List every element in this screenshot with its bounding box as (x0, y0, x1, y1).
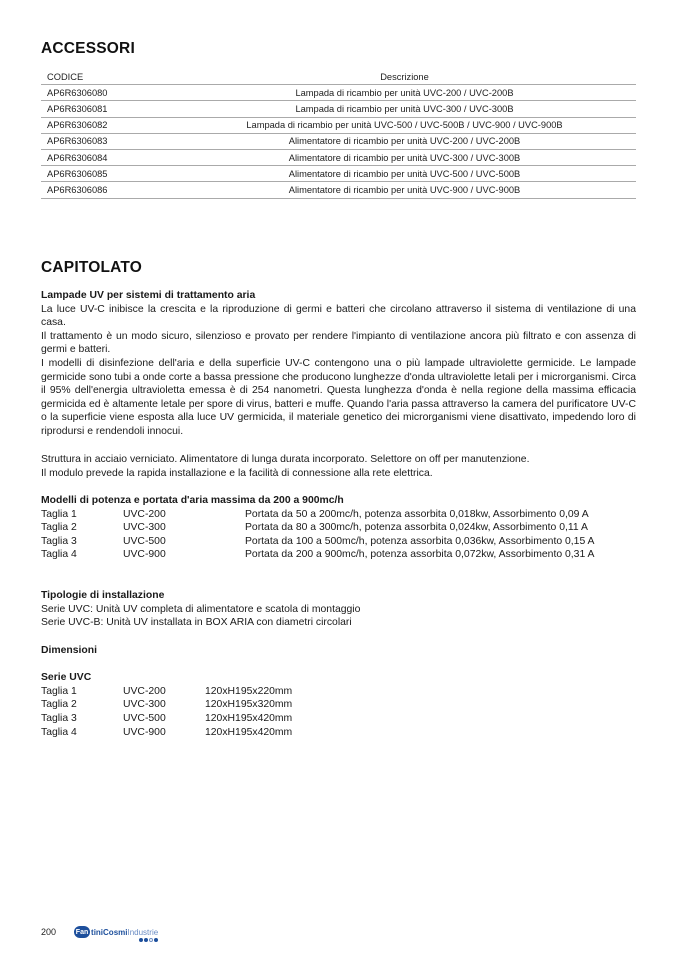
capitolato-body (41, 289, 636, 439)
cell-code: AP6R6306084 (41, 149, 167, 165)
tipologie-heading: Tipologie di installazione (41, 590, 165, 601)
cell-desc: Alimentatore di ricambio per unità UVC-300 / UVC-300B (167, 149, 636, 165)
table-row (41, 166, 636, 182)
size: 120xH195x320mm (205, 699, 293, 711)
table-header-row (41, 69, 636, 85)
spec: Portata da 50 a 200mc/h, potenza assorbita 0,018kw, Assorbimento 0,09 A (245, 508, 589, 520)
modelli-heading: Modelli di potenza e portata d'aria massima da 200 a 900mc/h (41, 495, 344, 506)
dimensioni-block (41, 644, 636, 739)
dimensione-row (41, 726, 636, 740)
taglia: Taglia 1 (41, 508, 77, 520)
model: UVC-300 (123, 699, 166, 711)
cell-code: AP6R6306083 (41, 133, 167, 149)
cell-code: AP6R6306086 (41, 182, 167, 198)
modello-row (41, 521, 636, 535)
taglia: Taglia 4 (41, 549, 77, 561)
tipologia-item: Serie UVC: Unità UV completa di alimentatore e scatola di montaggio (41, 603, 361, 615)
model: UVC-900 (123, 549, 166, 561)
spec: Portata da 80 a 300mc/h, potenza assorbita 0,024kw, Assorbimento 0,11 A (245, 522, 588, 534)
model: UVC-200 (123, 685, 166, 697)
model: UVC-500 (123, 535, 166, 547)
page-number: 200 (41, 927, 57, 937)
cell-desc: Alimentatore di ricambio per unità UVC-900 / UVC-900B (167, 182, 636, 198)
taglia: Taglia 2 (41, 699, 77, 711)
modello-row (41, 535, 636, 549)
dimensione-row (41, 712, 636, 726)
taglia: Taglia 3 (41, 535, 77, 547)
dimensione-row (41, 685, 636, 699)
paragraph: Il modulo prevede la rapida installazione e la facilità di connessione alla rete elettrica. (41, 467, 433, 479)
taglia: Taglia 2 (41, 522, 77, 534)
paragraph: I modelli di disinfezione dell'aria e della superficie UV-C contengono una o più lampade ultraviolette germicide. Le lampade germicide sono tubi a onde corte a bassa pressione che producono lunghezze d'onda ultraviolette letali per i microrganismi. Circa il 95% dell'energia ultravioletta emessa è di 254 nanometri. Questa lunghezza d'onda è nella regione della massima efficacia germicida ed è altamente letale per spore di virus, batteri e muffe. Quando l'aria passa attraverso la camera del purificatore UV-C o la superficie viene esposta alla luce UV germicida, il materiale genetico dei microrganismi viene disattivato, impedendo loro di riprodursi e rendendoli innocui. (41, 357, 636, 437)
taglia: Taglia 4 (41, 726, 77, 738)
table-row (41, 149, 636, 165)
page-footer (41, 926, 158, 938)
column-header-descrizione: Descrizione (167, 69, 636, 85)
company-logo (74, 926, 158, 938)
tipologia-item: Serie UVC-B: Unità UV installata in BOX ARIA con diametri circolari (41, 617, 352, 629)
cell-desc: Alimentatore di ricambio per unità UVC-200 / UVC-200B (167, 133, 636, 149)
table-row (41, 182, 636, 198)
size: 120xH195x420mm (205, 712, 293, 724)
table-row (41, 133, 636, 149)
cell-code: AP6R6306085 (41, 166, 167, 182)
paragraph: Il trattamento è un modo sicuro, silenzioso e provato per rendere l'impianto di ventilazione ancora più filtrato e con assenza di germi e batteri. (41, 330, 636, 356)
table-row (41, 117, 636, 133)
accessori-title: ACCESSORI (41, 40, 135, 57)
serie-heading: Serie UVC (41, 672, 92, 684)
model: UVC-200 (123, 508, 166, 520)
cell-code: AP6R6306081 (41, 101, 167, 117)
column-header-codice: CODICE (41, 69, 167, 85)
cell-code: AP6R6306080 (41, 85, 167, 101)
size: 120xH195x420mm (205, 726, 293, 738)
paragraph: La luce UV-C inibisce la crescita e la riproduzione di germi e batteri che circolano attraverso il sistema di ventilazione di una casa. (41, 303, 636, 329)
table-row (41, 85, 636, 101)
logo-text: tiniCosmiIndustrie (91, 927, 159, 937)
modelli-block (41, 494, 636, 562)
capitolato-title: CAPITOLATO (41, 259, 143, 276)
model: UVC-500 (123, 712, 166, 724)
modello-row (41, 548, 636, 562)
cell-code: AP6R6306082 (41, 117, 167, 133)
model: UVC-900 (123, 726, 166, 738)
cell-desc: Lampada di ricambio per unità UVC-500 / UVC-500B / UVC-900 / UVC-900B (167, 117, 636, 133)
taglia: Taglia 3 (41, 712, 77, 724)
logo-badge-icon: Fan (74, 926, 90, 938)
spec: Portata da 200 a 900mc/h, potenza assorbita 0,072kw, Assorbimento 0,31 A (245, 549, 595, 561)
logo-dots-icon (139, 938, 158, 942)
cell-desc: Alimentatore di ricambio per unità UVC-500 / UVC-500B (167, 166, 636, 182)
modello-row (41, 508, 636, 522)
accessori-table (41, 69, 636, 199)
model: UVC-300 (123, 522, 166, 534)
lampade-heading: Lampade UV per sistemi di trattamento aria (41, 290, 256, 301)
spec: Portata da 100 a 500mc/h, potenza assorbita 0,036kw, Assorbimento 0,15 A (245, 535, 595, 547)
paragraph: Struttura in acciaio verniciato. Alimentatore di lunga durata incorporato. Selettore on off per manutenzione. (41, 454, 530, 465)
struttura-block (41, 453, 636, 480)
taglia: Taglia 1 (41, 685, 77, 697)
cell-desc: Lampada di ricambio per unità UVC-300 / UVC-300B (167, 101, 636, 117)
dimensione-row (41, 698, 636, 712)
table-row (41, 101, 636, 117)
cell-desc: Lampada di ricambio per unità UVC-200 / UVC-200B (167, 85, 636, 101)
size: 120xH195x220mm (205, 685, 293, 697)
dimensioni-heading: Dimensioni (41, 645, 98, 656)
tipologie-block (41, 589, 636, 630)
